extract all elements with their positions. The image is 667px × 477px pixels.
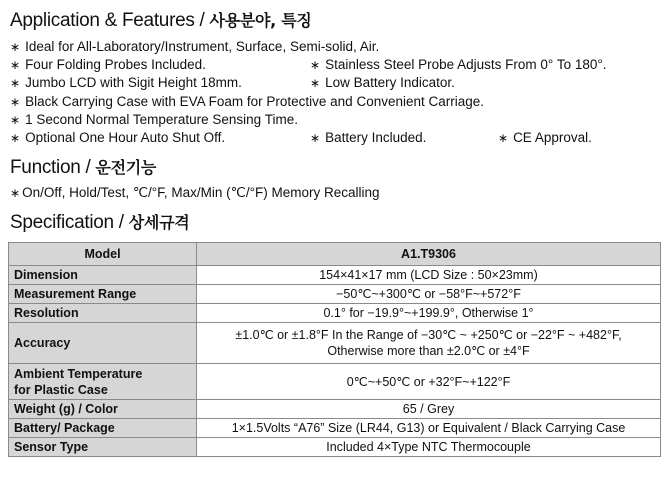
specification-table: [8, 242, 661, 457]
feature-item: ∗ Low Battery Indicator.: [310, 75, 455, 90]
table-header-row: [9, 243, 661, 266]
function-heading: [10, 155, 156, 179]
table-row: [9, 364, 661, 400]
feature-item: ∗ Jumbo LCD with Sigit Height 18mm.: [10, 75, 242, 90]
model-header-value: A1.T9306: [197, 243, 661, 266]
feature-line-6: [10, 128, 665, 147]
feature-item: ∗ 1 Second Normal Temperature Sensing Time.: [10, 112, 298, 127]
feature-line-5: [10, 110, 665, 129]
feature-item: ∗ Four Folding Probes Included.: [10, 57, 206, 72]
bullet-icon: ∗: [310, 76, 321, 90]
feature-line-1: [10, 37, 665, 56]
function-text: On/Off, Hold/Test, ℃/°F, Max/Min (℃/°F) Memory Recalling: [22, 185, 380, 200]
table-row: [9, 419, 661, 438]
table-row: [9, 266, 661, 285]
bullet-icon: ∗: [310, 58, 321, 72]
accuracy-value-line-1: ±1.0℃ or ±1.8°F In the Range of −30℃ ~ +250℃ or −22°F ~ +482°F,: [235, 328, 622, 342]
specification-title: Specification /: [10, 212, 124, 233]
table-row: [9, 323, 661, 364]
resolution-label: Resolution: [9, 304, 197, 323]
accuracy-value-line-2: Otherwise more than ±2.0℃ or ±4°F: [327, 344, 530, 358]
function-title-ko: 운전기능: [95, 158, 157, 177]
function-title: Function /: [10, 157, 91, 178]
resolution-value: 0.1° for −19.9°~+199.9°, Otherwise 1°: [197, 304, 661, 323]
feature-item: ∗ Stainless Steel Probe Adjusts From 0° To 180°.: [310, 57, 607, 72]
function-item: [10, 183, 380, 203]
bullet-icon: ∗: [10, 131, 21, 145]
bullet-icon: ∗: [10, 113, 21, 127]
feature-item: ∗ Optional One Hour Auto Shut Off.: [10, 130, 226, 145]
dimension-label: Dimension: [9, 266, 197, 285]
weight-color-value: 65 / Grey: [197, 400, 661, 419]
specification-title-ko: 상세규격: [128, 213, 190, 232]
function-line: [10, 183, 665, 202]
ambient-temperature-label-line-1: Ambient Temperature: [14, 366, 143, 381]
feature-item: ∗ Ideal for All-Laboratory/Instrument, Surface, Semi-solid, Air.: [10, 39, 380, 54]
dimension-value: 154×41×17 mm (LCD Size : 50×23mm): [197, 266, 661, 285]
feature-item: ∗ Black Carrying Case with EVA Foam for Protective and Convenient Carriage.: [10, 94, 485, 109]
ambient-temperature-label: [9, 364, 197, 400]
weight-color-label: Weight (g) / Color: [9, 400, 197, 419]
measurement-range-label: Measurement Range: [9, 285, 197, 304]
bullet-icon: ∗: [310, 131, 321, 145]
measurement-range-value: −50℃~+300℃ or −58°F~+572°F: [197, 285, 661, 304]
table-row: [9, 304, 661, 323]
accuracy-label: Accuracy: [9, 323, 197, 364]
feature-item: ∗ Battery Included.: [310, 130, 427, 145]
bullet-icon: ∗: [10, 40, 21, 54]
feature-line-4: [10, 92, 665, 111]
bullet-icon: ∗: [498, 131, 509, 145]
ambient-temperature-value: 0℃~+50℃ or +32°F~+122°F: [197, 364, 661, 400]
battery-package-value: 1×1.5Volts “A76” Size (LR44, G13) or Equivalent / Black Carrying Case: [197, 419, 661, 438]
application-features-heading: [10, 8, 312, 32]
table-row: [9, 400, 661, 419]
application-features-title-ko: 사용분야, 특징: [209, 11, 312, 30]
bullet-icon: ∗: [10, 58, 21, 72]
sensor-type-label: Sensor Type: [9, 438, 197, 457]
battery-package-label: Battery/ Package: [9, 419, 197, 438]
bullet-icon: ∗: [10, 76, 21, 90]
specification-heading: [10, 210, 189, 234]
sensor-type-value: Included 4×Type NTC Thermocouple: [197, 438, 661, 457]
application-features-title: Application & Features /: [10, 10, 205, 31]
table-row: [9, 438, 661, 457]
feature-item: ∗ CE Approval.: [498, 130, 592, 145]
bullet-icon: ∗: [10, 186, 21, 200]
model-header-label: Model: [9, 243, 197, 266]
bullet-icon: ∗: [10, 95, 21, 109]
feature-line-2: [10, 55, 665, 74]
ambient-temperature-label-line-2: for Plastic Case: [14, 382, 108, 397]
feature-line-3: [10, 73, 665, 92]
accuracy-value: [197, 323, 661, 364]
table-row: [9, 285, 661, 304]
